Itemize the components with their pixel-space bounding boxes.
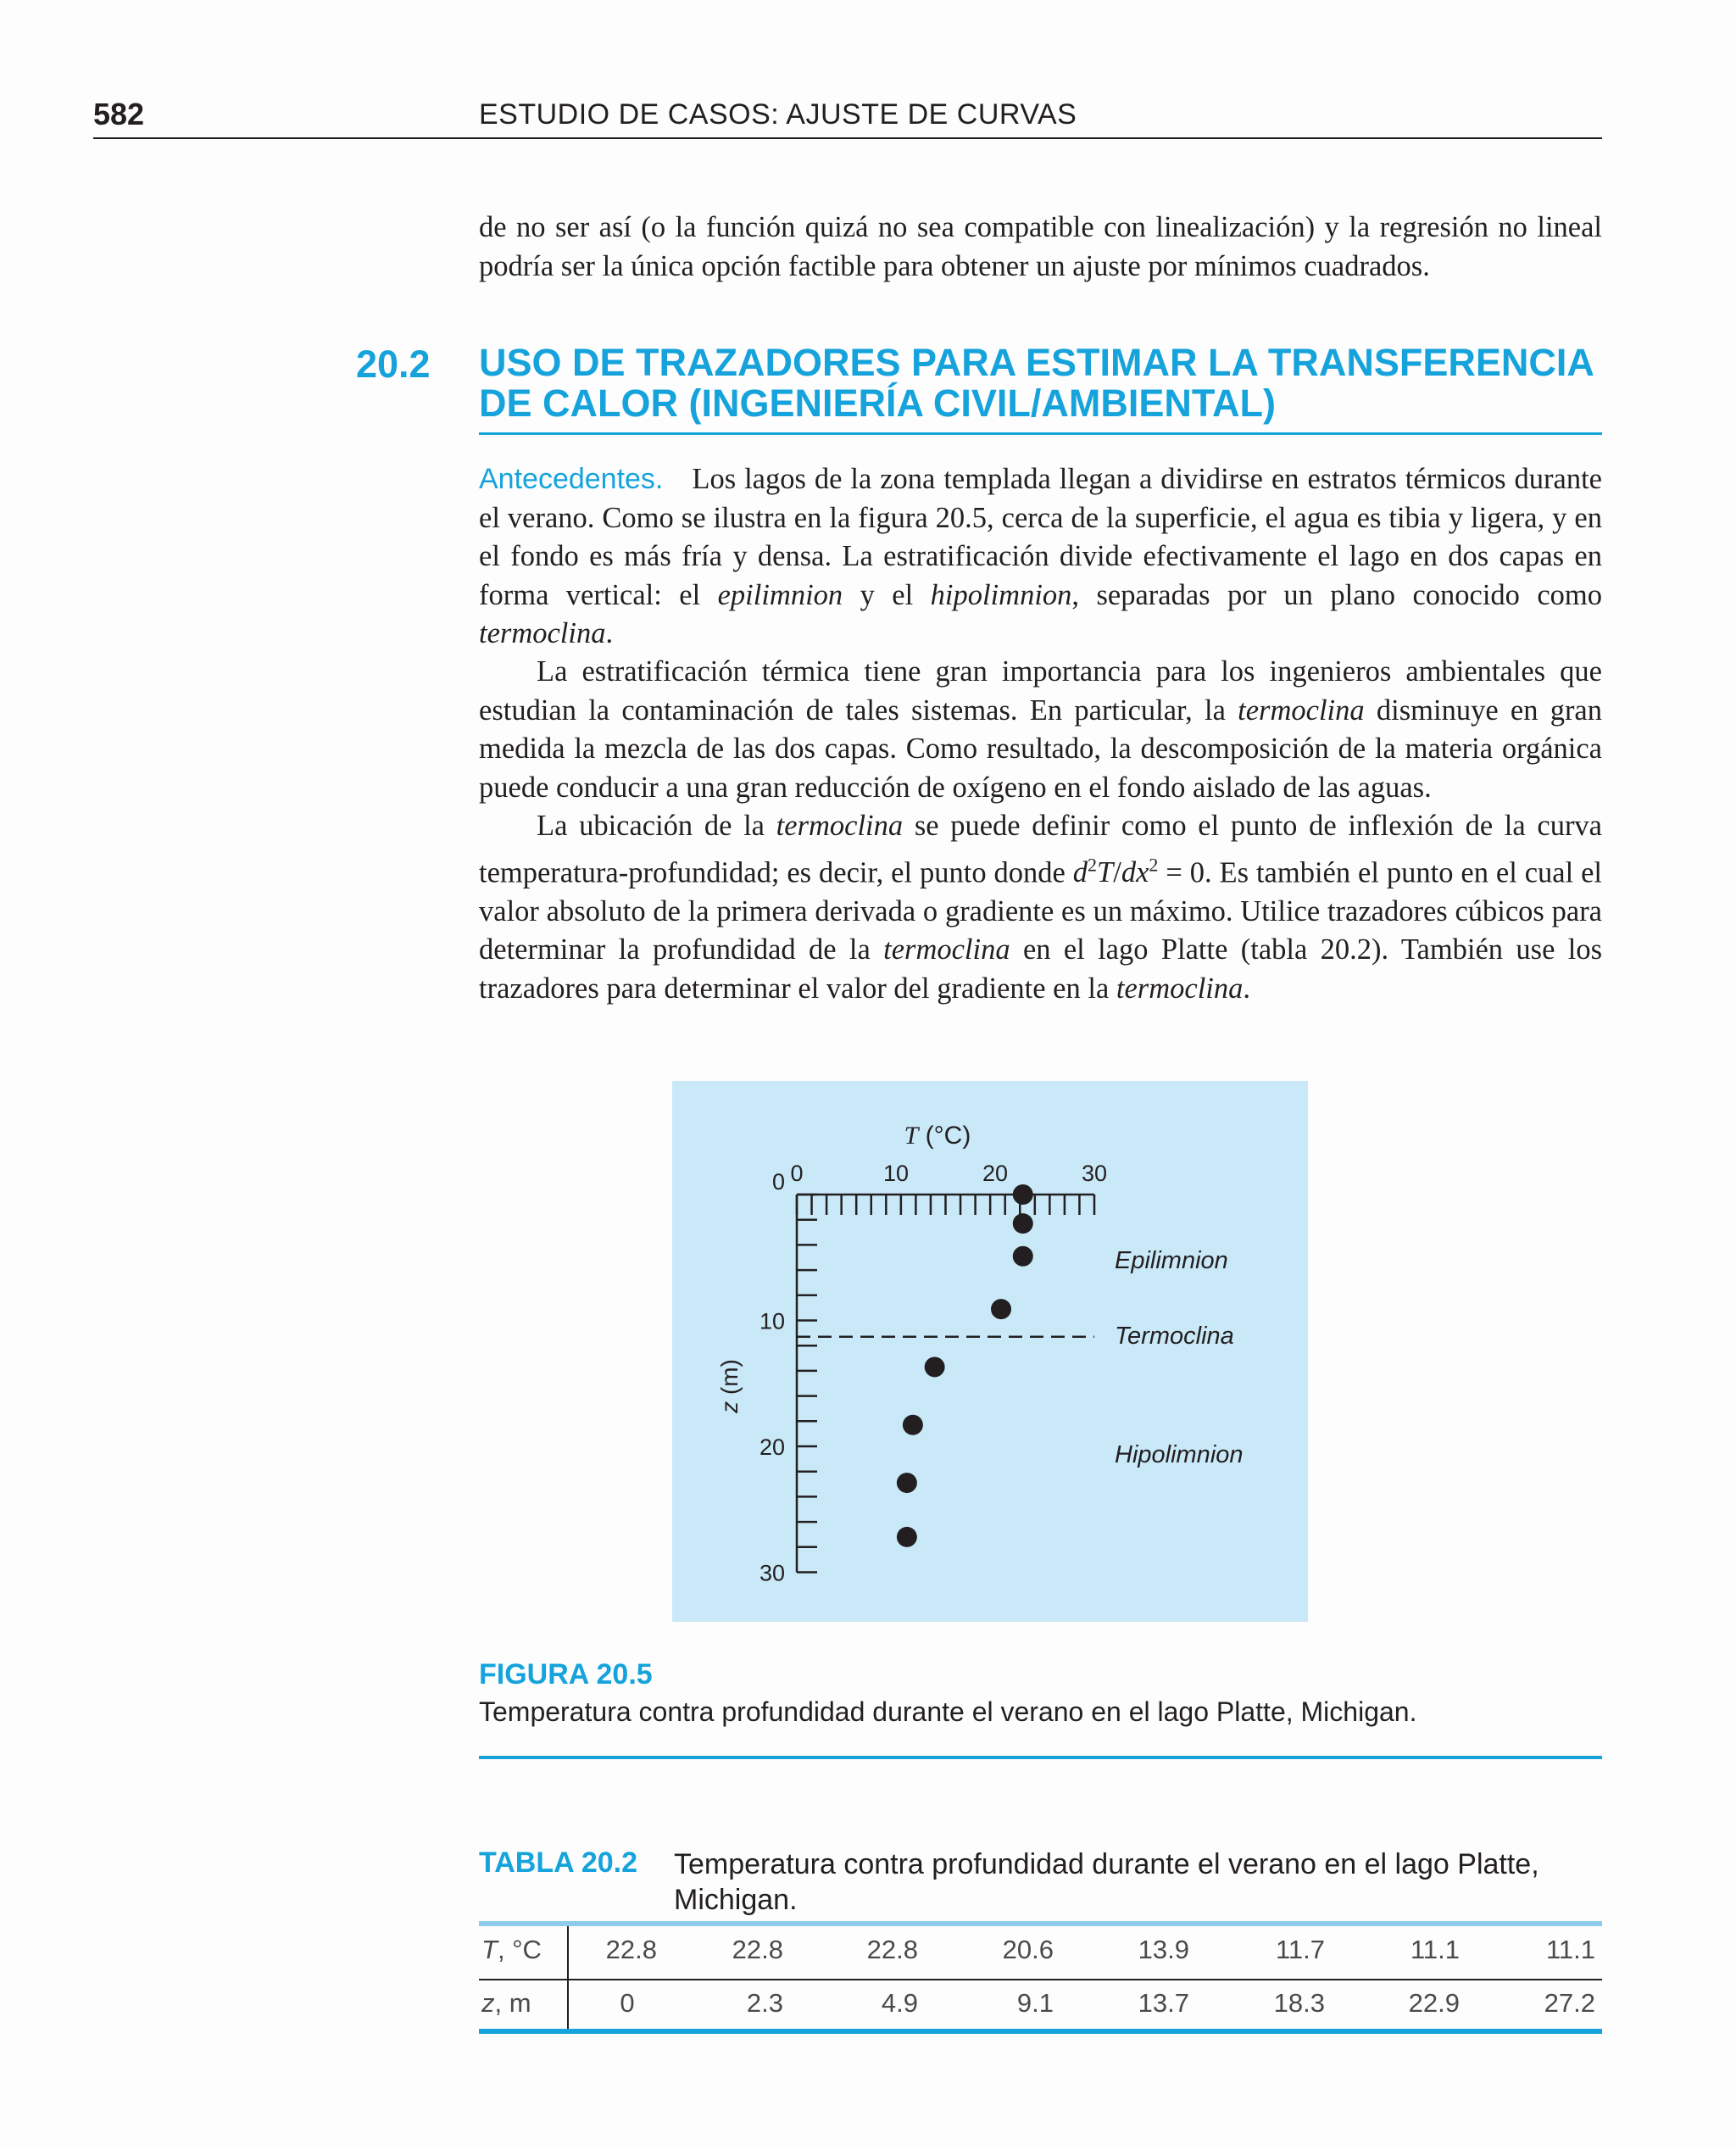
term-epilimnion: epilimnion: [717, 578, 843, 611]
term-hipolimnion: hipolimnion: [930, 578, 1072, 611]
x-axis-unit: (°C): [918, 1122, 971, 1150]
term-termoclina: termoclina: [1116, 972, 1244, 1005]
row-header-var: T: [481, 1935, 498, 1964]
row-header-var: z: [481, 1988, 495, 2018]
annotation-epilimnion: Epilimnion: [1115, 1247, 1228, 1274]
table-cell-temperature: 13.9: [1138, 1935, 1189, 1964]
table-cell-temperature: 11.7: [1275, 1935, 1325, 1964]
paragraph-lead: Antecedentes.: [479, 463, 664, 495]
math-T: T: [1097, 856, 1114, 888]
y-tick-label: 0: [771, 1169, 785, 1195]
table-top-rule: [479, 1921, 1602, 1926]
table-caption: Temperatura contra profundidad durante el verano en el lago Platte, Michigan.: [674, 1848, 1539, 1916]
text-run: .: [1243, 972, 1251, 1005]
section-title: [479, 343, 1602, 424]
table-cell-temperature: 22.8: [732, 1935, 783, 1964]
table-label: TABLA 20.2: [479, 1846, 638, 1879]
figure-panel: [672, 1081, 1308, 1622]
data-point: [991, 1299, 1011, 1319]
y-axis-unit: (m): [716, 1359, 743, 1401]
x-axis-label: [904, 1122, 971, 1150]
math-slash: /: [1113, 856, 1121, 888]
text-run: y el: [843, 578, 931, 611]
paragraph-problem: [479, 807, 1602, 1008]
table-row-header-depth: [481, 1988, 531, 2019]
math-d: d: [1072, 856, 1088, 888]
table-cell-depth: 27.2: [1544, 1988, 1595, 2018]
paragraph-stratification: [479, 653, 1602, 807]
table-row-header-temperature: [481, 1935, 542, 1965]
math-sup: 2: [1088, 854, 1098, 876]
data-point: [925, 1356, 945, 1377]
table-cell-temperature: 20.6: [1002, 1935, 1054, 1964]
row-header-unit: , m: [494, 1988, 531, 2018]
temperature-depth-chart: [672, 1081, 1308, 1622]
x-tick-label: 30: [1081, 1161, 1108, 1186]
table-cell-depth: 0: [620, 1988, 635, 2018]
x-tick-label: 20: [982, 1161, 1009, 1186]
table-middle-rule: [479, 1979, 1602, 1980]
y-tick-label: 10: [759, 1308, 785, 1334]
table-cell-depth: 13.7: [1138, 1988, 1189, 2018]
math-sup: 2: [1149, 854, 1159, 876]
table-cell-temperature: 22.8: [605, 1935, 657, 1964]
table-cell-temperature: 22.8: [866, 1935, 918, 1964]
term-termoclina: termoclina: [1238, 693, 1365, 727]
math-expression: [1073, 856, 1159, 888]
data-point: [897, 1527, 917, 1547]
row-header-unit: , °C: [497, 1935, 542, 1964]
section-title-line1: USO DE TRAZADORES PARA ESTIMAR LA TRANSFERENCIA: [479, 341, 1594, 384]
x-tick-label: 10: [882, 1161, 910, 1186]
data-point: [1013, 1213, 1033, 1234]
table-cell-depth: 18.3: [1273, 1988, 1325, 2018]
text-run: , separadas por un plano conocido como: [1071, 578, 1603, 611]
figure-label: FIGURA 20.5: [479, 1658, 653, 1690]
intro-paragraph: de no ser así (o la función quizá no sea compatible con linealización) y la regresión no lineal podría ser la única opción factible para obtener un ajuste por mínimos cuadrados.: [479, 211, 1602, 282]
table-bottom-rule: [479, 2029, 1602, 2034]
data-point: [903, 1415, 923, 1435]
table-cell-depth: 4.9: [881, 1988, 918, 2018]
data-point: [1013, 1246, 1033, 1267]
term-termoclina: termoclina: [479, 617, 606, 649]
text-run: disminuye en gran medida la mezcla de las dos capas. Como resultado, la descomposición de la materia orgánica puede conducir a una gran reducción de oxígeno en el fondo aislado de las aguas.: [479, 693, 1602, 804]
term-termoclina: termoclina: [883, 933, 1010, 966]
annotation-termoclina: Termoclina: [1115, 1323, 1234, 1350]
figure-rule: [479, 1756, 1602, 1759]
y-axis-var: z: [716, 1401, 743, 1413]
text-run: se puede definir como el punto de inflexión de la curva temperatura-profundidad; es decir, el punto donde: [479, 810, 1602, 888]
page-number: 582: [93, 97, 145, 131]
y-tick-label: 30: [759, 1560, 785, 1586]
text-run: Los lagos de la zona templada llegan a dividirse en estratos térmicos durante el verano. Como se ilustra en la figura 20.5, cerca de la superficie, el agua es tibia y ligera, y en el fondo es más fría y densa. La estratificación divide efectivamente el lago en dos capas en forma vertical: el: [479, 463, 1602, 611]
table-cell-depth: 22.9: [1408, 1988, 1460, 2018]
data-point: [897, 1473, 917, 1493]
data-point: [1013, 1184, 1033, 1205]
header-rule: [93, 137, 1602, 139]
section-title-line2: DE CALOR (INGENIERÍA CIVIL/AMBIENTAL): [479, 382, 1276, 425]
running-title: ESTUDIO DE CASOS: AJUSTE DE CURVAS: [479, 98, 1077, 131]
paragraph-background: [479, 460, 1602, 654]
math-dx: dx: [1121, 856, 1149, 888]
table-cell-temperature: 11.1: [1545, 1935, 1595, 1964]
text-run: .: [605, 617, 614, 649]
section-rule: [479, 432, 1602, 435]
x-axis-var: T: [904, 1122, 919, 1150]
table-cell-depth: 9.1: [1016, 1988, 1054, 2018]
term-termoclina: termoclina: [776, 810, 904, 842]
text-run: = 0. Es también el punto en el cual el valor absoluto de la primera derivada o gradiente es un máximo. Utilice trazadores cúbicos para determinar la profundidad de la: [479, 856, 1603, 966]
annotation-hipolimnion: Hipolimnion: [1115, 1441, 1244, 1468]
text-run: en el lago Platte (tabla 20.2). También use los trazadores para determinar el valor del gradiente en la: [479, 933, 1602, 1005]
text-run: La ubicación de la: [537, 810, 776, 842]
y-tick-label: 20: [759, 1434, 785, 1460]
figure-caption: Temperatura contra profundidad durante el verano en el lago Platte, Michigan.: [479, 1696, 1417, 1727]
y-axis-label: [716, 1359, 743, 1414]
x-tick-label: 0: [790, 1161, 804, 1186]
table-cell-depth: 2.3: [746, 1988, 783, 2018]
table-cell-temperature: 11.1: [1410, 1935, 1460, 1964]
section-number: 20.2: [356, 343, 431, 386]
text-run: La estratificación térmica tiene gran importancia para los ingenieros ambientales que estudian la contaminación de tales sistemas. En particular, la: [479, 655, 1602, 727]
